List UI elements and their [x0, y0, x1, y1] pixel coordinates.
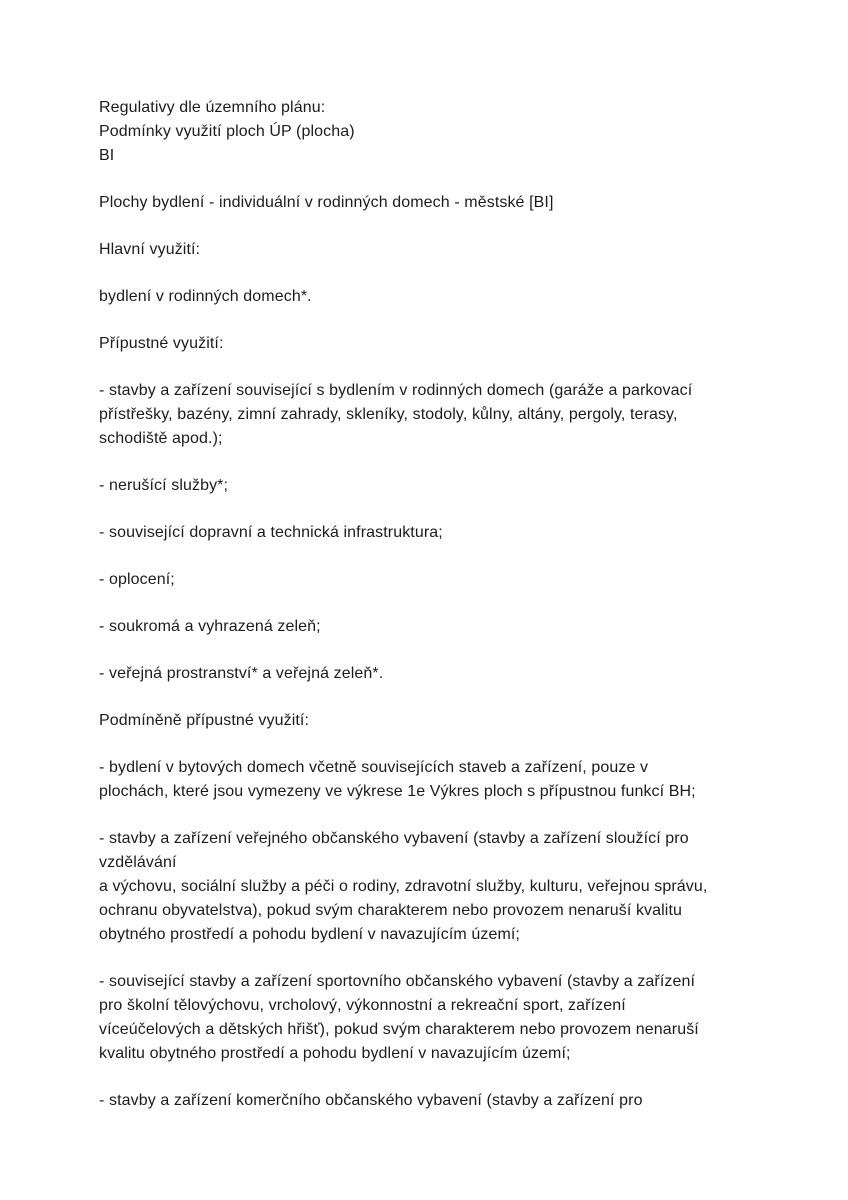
text-line: - nerušící služby*; [99, 477, 229, 494]
text-line: - související stavby a zařízení sportovního občanského vybavení (stavby a zařízení [99, 973, 696, 990]
paragraph [99, 827, 748, 947]
text-line: Hlavní využití: [99, 241, 201, 258]
text-line: Přípustné využití: [99, 335, 224, 352]
text-line: Podmíněně přípustné využití: [99, 712, 310, 729]
text-line: - oplocení; [99, 571, 175, 588]
text-line: - stavby a zařízení komerčního občanského vybavení (stavby a zařízení pro [99, 1092, 643, 1109]
paragraph [99, 756, 748, 804]
paragraph [99, 96, 748, 168]
text-line: vzdělávání [99, 854, 177, 871]
paragraph [99, 379, 748, 451]
text-line: - soukromá a vyhrazená zeleň; [99, 618, 321, 635]
text-line: - bydlení v bytových domech včetně souvisejících staveb a zařízení, pouze v [99, 759, 649, 776]
text-line: pro školní tělovýchovu, vrcholový, výkonnostní a rekreační sport, zařízení [99, 997, 626, 1014]
paragraph [99, 285, 748, 309]
text-line: obytného prostředí a pohodu bydlení v navazujícím území; [99, 926, 520, 943]
text-line: Podmínky využití ploch ÚP (plocha) [99, 123, 355, 140]
paragraph [99, 474, 748, 498]
paragraph [99, 568, 748, 592]
text-line: Regulativy dle územního plánu: [99, 99, 326, 116]
paragraph [99, 1089, 748, 1113]
text-line: víceúčelových a dětských hřišť), pokud svým charakterem nebo provozem nenaruší [99, 1021, 699, 1038]
text-line: BI [99, 147, 115, 164]
text-line: plochách, které jsou vymezeny ve výkrese 1e Výkres ploch s přípustnou funkcí BH; [99, 783, 696, 800]
text-line: kvalitu obytného prostředí a pohodu bydlení v navazujícím území; [99, 1045, 571, 1062]
text-line: - veřejná prostranství* a veřejná zeleň*. [99, 665, 384, 682]
text-line: ochranu obyvatelstva), pokud svým charakterem nebo provozem nenaruší kvalitu [99, 902, 682, 919]
text-line: schodiště apod.); [99, 430, 223, 447]
text-line: přístřešky, bazény, zimní zahrady, skleníky, stodoly, kůlny, altány, pergoly, terasy, [99, 406, 678, 423]
paragraph [99, 521, 748, 545]
text-line: Plochy bydlení - individuální v rodinných domech - městské [BI] [99, 194, 554, 211]
paragraph [99, 709, 748, 733]
text-line: a výchovu, sociální služby a péči o rodiny, zdravotní služby, kulturu, veřejnou správu, [99, 878, 708, 895]
text-line: - stavby a zařízení související s bydlením v rodinných domech (garáže a parkovací [99, 382, 693, 399]
document-body [99, 96, 748, 1113]
text-line: - stavby a zařízení veřejného občanského vybavení (stavby a zařízení sloužící pro [99, 830, 689, 847]
paragraph [99, 238, 748, 262]
paragraph [99, 615, 748, 639]
text-line: bydlení v rodinných domech*. [99, 288, 312, 305]
paragraph [99, 332, 748, 356]
paragraph [99, 191, 748, 215]
text-line: - související dopravní a technická infrastruktura; [99, 524, 443, 541]
paragraph [99, 970, 748, 1066]
paragraph [99, 662, 748, 686]
